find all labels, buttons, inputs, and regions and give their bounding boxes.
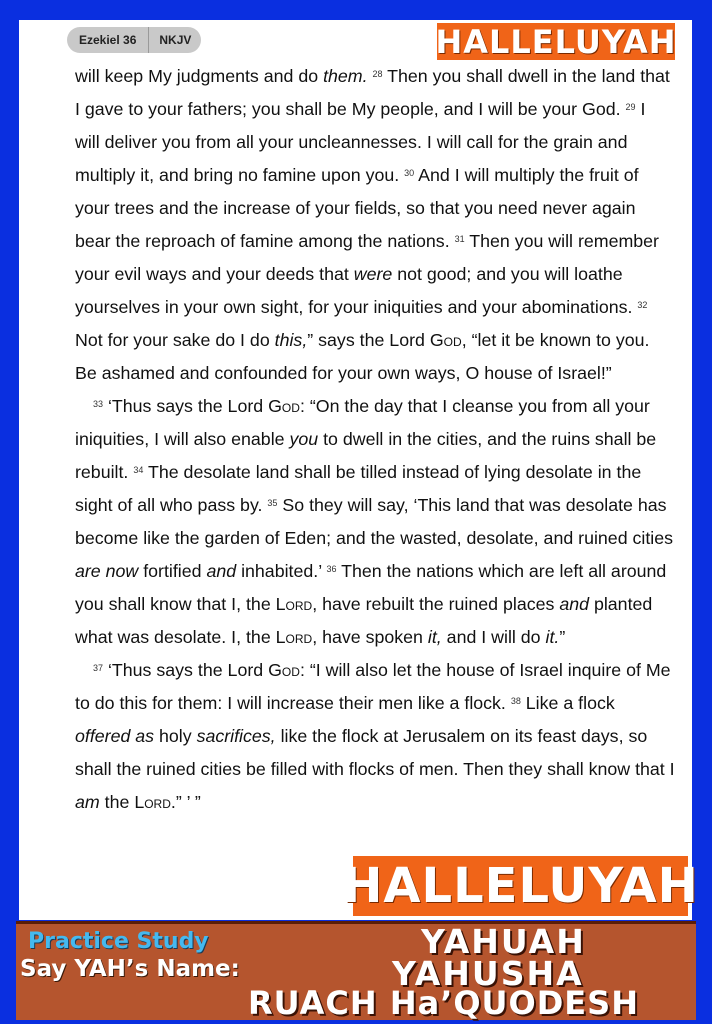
italic-run: offered as xyxy=(75,726,155,746)
text-run: : “On the day that I cleanse you from all your iniquities, I will also enable xyxy=(75,396,650,449)
practice-study-label: Practice Study xyxy=(28,929,209,954)
text-run: not good; and you will loathe yourselves in your own sight, for your iniquities and your abominations. xyxy=(75,264,633,317)
italic-run: sacrifices, xyxy=(196,726,276,746)
text-run: fortified xyxy=(138,561,207,581)
verse-number: 34 xyxy=(133,465,144,475)
italic-run: it. xyxy=(545,627,560,647)
text-run: and I will do xyxy=(441,627,546,647)
halleluyah-banner-mid xyxy=(342,856,699,916)
verse-number: 31 xyxy=(454,234,465,244)
reading-page xyxy=(19,20,699,920)
text-run: ‘Thus says the Lord xyxy=(107,660,269,680)
chapter-version-pill[interactable] xyxy=(67,27,201,53)
text-run: ‘Thus says the Lord xyxy=(107,396,269,416)
text-run: Like a flock xyxy=(525,693,615,713)
italic-run: and xyxy=(206,561,237,581)
version-label[interactable]: NKJV xyxy=(148,27,201,53)
text-run: like the flock at Jerusalem on its feast days, so shall the ruined cities be filled with flocks of men. Then they shall know that I xyxy=(75,726,675,779)
italic-run: this, xyxy=(274,330,308,350)
italic-run: it, xyxy=(427,627,442,647)
text-run: ” says the Lord xyxy=(307,330,430,350)
text-run: : “I will also let the house of Israel inquire of Me to do this for them: I will increase their men like a flock. xyxy=(75,660,671,713)
smallcaps-run: God xyxy=(268,396,300,416)
name-ruach: RUACH Ha’QUODESH xyxy=(248,984,639,1022)
text-run: The desolate land shall be tilled instead of lying desolate in the sight of all who pass by. xyxy=(75,462,642,515)
text-run: the xyxy=(99,792,135,812)
scripture-text xyxy=(75,60,675,819)
italic-run: were xyxy=(353,264,393,284)
verse-number: 28 xyxy=(372,69,383,79)
text-run: Then you shall dwell in the land that I gave to your fathers; you shall be My people, and I will be your God. xyxy=(75,66,670,119)
smallcaps-run: God xyxy=(429,330,462,350)
text-run: , have spoken xyxy=(312,627,428,647)
verse-number: 29 xyxy=(625,102,636,112)
paragraph-1 xyxy=(75,60,675,390)
halleluyah-top-text: HALLELUYAH xyxy=(435,22,677,61)
italic-run: them. xyxy=(323,66,368,86)
paragraph-3 xyxy=(75,654,675,819)
text-run: Not for your sake do I do xyxy=(75,330,275,350)
text-run: So they will say, ‘This land that was desolate has become like the garden of Eden; and the wasted, desolate, and ruined cities xyxy=(75,495,674,548)
text-run: ” xyxy=(559,627,566,647)
text-run: to dwell in the cities, and the ruins shall be rebuilt. xyxy=(75,429,657,482)
halleluyah-banner-top xyxy=(437,23,675,60)
text-run: , have rebuilt the ruined places xyxy=(312,594,560,614)
smallcaps-run: God xyxy=(268,660,300,680)
text-run: Then you will remember your evil ways and your deeds that xyxy=(75,231,659,284)
say-name-label: Say YAH’s Name: xyxy=(20,956,240,982)
italic-run: and xyxy=(559,594,590,614)
verse-number: 38 xyxy=(510,696,521,706)
halleluyah-mid-text: HALLELUYAH xyxy=(342,858,699,914)
italic-run: you xyxy=(289,429,319,449)
italic-run: are now xyxy=(75,561,139,581)
text-run: .” ’ ” xyxy=(170,792,201,812)
name-yahusha: YAHUSHA xyxy=(392,954,584,993)
verse-number: 30 xyxy=(404,168,415,178)
footer-banner xyxy=(16,921,696,1020)
verse-number: 35 xyxy=(267,498,278,508)
smallcaps-run: Lord xyxy=(275,594,313,614)
text-run: inhabited.’ xyxy=(236,561,322,581)
verse-number: 33 xyxy=(93,399,104,409)
verse-number: 37 xyxy=(93,663,104,673)
text-run: I will deliver you from all your uncleannesses. I will call for the grain and multiply it, and bring no famine upon you. xyxy=(75,99,646,185)
verse-number: 36 xyxy=(326,564,337,574)
text-run: Then the nations which are left all around you shall know that I, the xyxy=(75,561,667,614)
name-yahuah: YAHUAH xyxy=(421,922,586,961)
paragraph-2 xyxy=(75,390,675,654)
text-run: , “let it be known to you. Be ashamed and confounded for your own ways, O house of Israel!” xyxy=(75,330,650,383)
verse-number: 32 xyxy=(637,300,648,310)
text-run: will keep My judgments and do xyxy=(75,66,324,86)
smallcaps-run: Lord xyxy=(275,627,313,647)
italic-run: am xyxy=(75,792,100,812)
text-run: holy xyxy=(154,726,197,746)
smallcaps-run: Lord xyxy=(134,792,171,812)
text-run: And I will multiply the fruit of your trees and the increase of your fields, so that you need never again bear the reproach of famine among the nations. xyxy=(75,165,639,251)
chapter-label[interactable]: Ezekiel 36 xyxy=(79,33,137,47)
text-run: planted what was desolate. I, the xyxy=(75,594,653,647)
